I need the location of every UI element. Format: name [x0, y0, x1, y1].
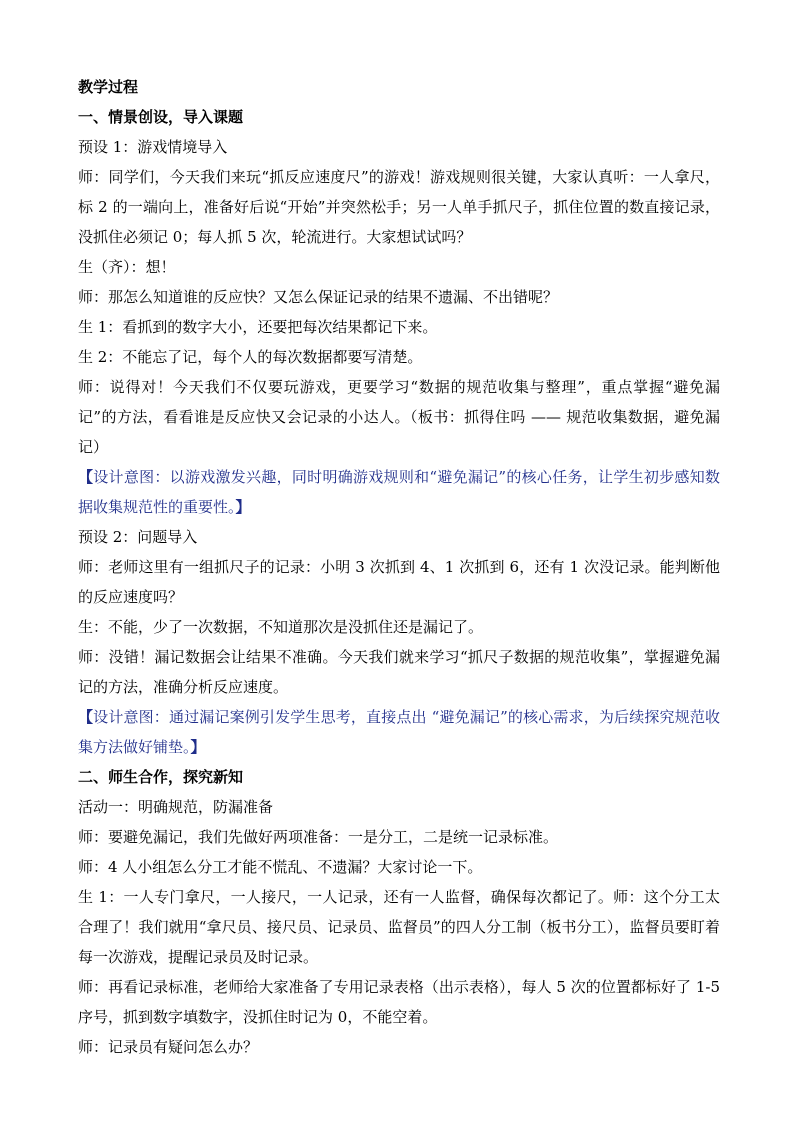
dialogue-paragraph: 师：要避免漏记，我们先做好两项准备：一是分工，二是统一记录标准。	[78, 828, 559, 846]
dialogue-paragraph: 生 1：一人专门拿尺，一人接尺，一人记录，还有一人监督，确保每次都记了。师：这个分工太合理了！我们就用“拿尺员、接尺员、记录员、监督员”的四人分工制（板书分工），监督员要盯着每一次游戏，提醒记录员及时记录。	[78, 888, 720, 966]
dialogue-paragraph: 生：不能，少了一次数据，不知道那次是没抓住还是漏记了。	[78, 618, 484, 636]
design-intent-text: 设计意图：以游戏激发兴趣，同时明确游戏规则和“避免漏记”的核心任务，让学生初步感知数据收集规范性的重要性。	[78, 468, 720, 516]
bracket-open: 【	[78, 468, 94, 486]
dialogue-paragraph: 师：没错！漏记数据会让结果不准确。今天我们就来学习“抓尺子数据的规范收集”，掌握避免漏记的方法，准确分析反应速度。	[78, 648, 720, 696]
activity-1-label: 活动一：明确规范，防漏准备	[78, 798, 274, 816]
dialogue-paragraph: 生 1：看抓到的数字大小，还要把每次结果都记下来。	[78, 318, 438, 336]
section-heading-1: 一、情景创设，导入课题	[78, 108, 244, 126]
lesson-document	[78, 72, 720, 1062]
preset-1-label: 预设 1：游戏情境导入	[78, 138, 228, 156]
page-title: 教学过程	[78, 78, 139, 96]
dialogue-paragraph: 师：记录员有疑问怎么办？	[78, 1038, 259, 1056]
dialogue-paragraph: 师：再看记录标准，老师给大家准备了专用记录表格（出示表格），每人 5 次的位置都标好了 1-5 序号，抓到数字填数字，没抓住时记为 0，不能空着。	[78, 978, 720, 1026]
bracket-close: 】	[235, 498, 251, 516]
dialogue-paragraph: 生 2：不能忘了记，每个人的每次数据都要写清楚。	[78, 348, 423, 366]
dialogue-paragraph: 师：那怎么知道谁的反应快？又怎么保证记录的结果不遗漏、不出错呢？	[78, 288, 559, 306]
section-heading-2: 二、师生合作，探究新知	[78, 768, 244, 786]
design-intent-1	[78, 462, 720, 522]
dialogue-paragraph: 生（齐）：想！	[78, 258, 176, 276]
bracket-close: 】	[190, 738, 206, 756]
design-intent-text: 设计意图：通过漏记案例引发学生思考，直接点出 “避免漏记”的核心需求，为后续探究规范收集方法做好铺垫。	[78, 708, 720, 756]
preset-2-label: 预设 2：问题导入	[78, 528, 198, 546]
dialogue-paragraph: 师：老师这里有一组抓尺子的记录：小明 3 次抓到 4、1 次抓到 6，还有 1 次没记录。能判断他的反应速度吗？	[78, 558, 720, 606]
dialogue-paragraph: 师：说得对！今天我们不仅要玩游戏，更要学习“数据的规范收集与整理”，重点掌握“避免漏记”的方法，看看谁是反应快又会记录的小达人。（板书：抓得住吗 —— 规范收集数据，避免漏记）	[78, 378, 720, 456]
dialogue-paragraph: 师：同学们，今天我们来玩“抓反应速度尺”的游戏！游戏规则很关键，大家认真听：一人拿尺，标 2 的一端向上，准备好后说“开始”并突然松手；另一人单手抓尺子，抓住位置的数直接记录，没抓住必须记 0；每人抓 5 次，轮流进行。大家想试试吗？	[78, 168, 720, 246]
bracket-open: 【	[78, 708, 94, 726]
design-intent-2	[78, 702, 720, 762]
dialogue-paragraph: 师：4 人小组怎么分工才能不慌乱、不遗漏？大家讨论一下。	[78, 858, 483, 876]
